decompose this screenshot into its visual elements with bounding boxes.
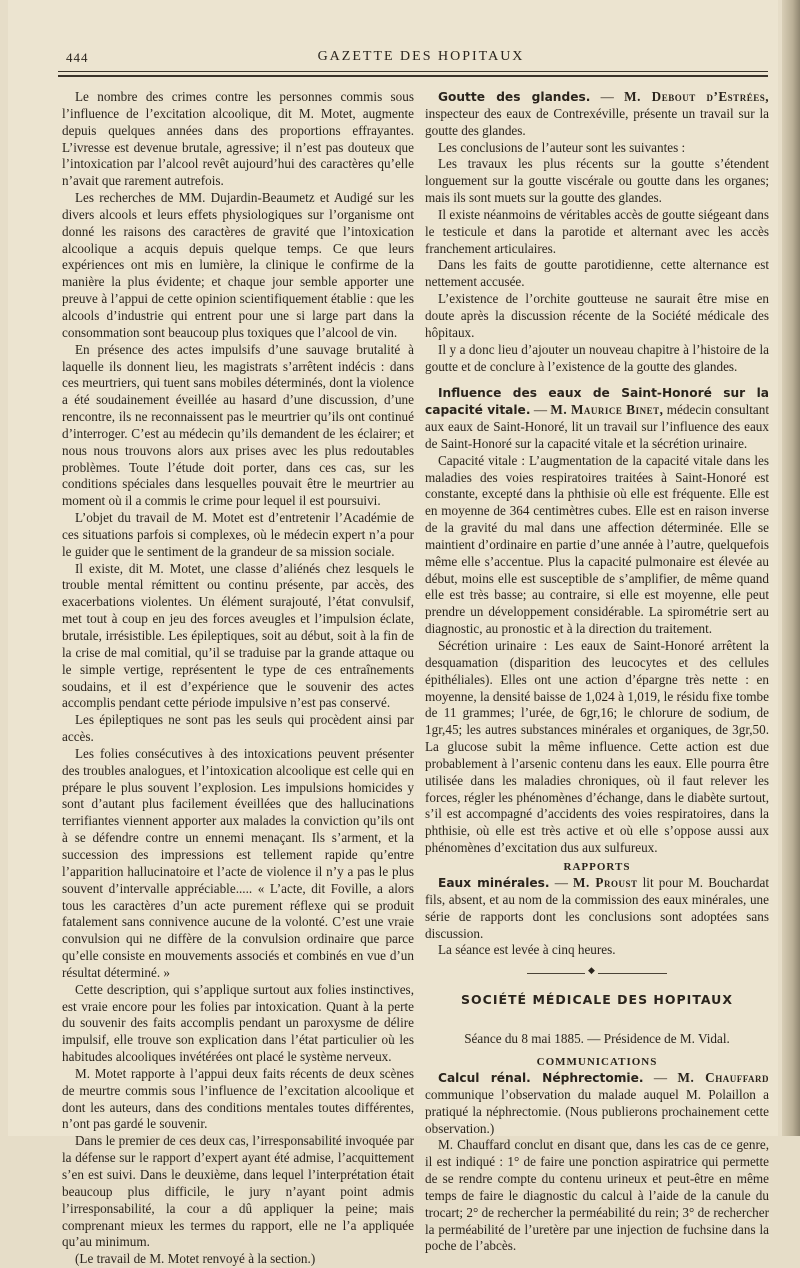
seance-line: Séance du 8 mai 1885. — Présidence de M. Vidal. — [464, 1031, 730, 1047]
paragraph: Il y a donc lieu d’ajouter un nouveau chapitre à l’histoire de la goutte et de conclure à l’existence de la goutte des glandes. — [425, 341, 769, 374]
paragraph: Capacité vitale : L’augmentation de la capacité vitale dans les maladies des voies respiratoires traitées à Saint-Honoré est constante, excepté dans la phthisie où elle est fréquente. Elle est en moyenne de 364 centimètres cubes. Elle est en raison inverse de la gravité du mal dans une affection déterminée. Elle se maintient d’ordinaire en partie d’une année à l’autre, quelquefois même elle s’accentue. Plus la capacité pulmonaire est élevée au début, moins elle est susceptible de s’amplifier, de même quand elle est très basse; au contraire, si elle est moyenne, elle peut prendre un développement considérable. La spirométrie sert au diagnostic, au pronostic et à la direction du traitement. — [425, 452, 769, 637]
paragraph: L’existence de l’orchite goutteuse ne saurait être mise en doute après la discussion récente de la Société médicale des hôpitaux. — [425, 291, 769, 340]
paragraph: Sécrétion urinaire : Les eaux de Saint-Honoré arrêtent la desquamation (disparition des leucocytes et des cellules épithéliales). Elles ont une action d’épargne très nette : en moyenne, la densité baisse de 1,024 à 1,019, le résidu fixe tombe de 11 grammes; l’urée, de 6gr,16; le chlorure de sodium, de 1gr,45; les autres substances minérales et organiques, de 3gr,50. La glucose subit la même influence. Cette action est due probablement à l’arsenic contenu dans les eaux. Elle pourra être utilisée dans les maladies chroniques, où il faut relever les forces, régler les phénomènes d’échange, dans le diabète surtout, s’il est accompagné d’accidents des voies respiratoires, dans la phthisie, où elle est très active et où elle s’oppose aussi aux phénomènes d’excitation dus aux sulfureux. — [425, 638, 769, 856]
saint-honore-heading: Influence des eaux de Saint-Honoré sur la capacité vitale. — [425, 386, 769, 418]
paragraph: Les épileptiques ne sont pas les seuls qui procèdent ainsi par accès. — [62, 712, 414, 745]
calcul-renal-intro: Calcul rénal. Néphrectomie. — M. Chauffard communique l’observation du malade auquel M. Polaillon a pratiqué la néphrectomie. (Nous publierons prochainement cette observation.) — [425, 1070, 770, 1136]
goutte-section-intro: Goutte des glandes. — M. Debout d’Estrées, inspecteur des eaux de Contrexéville, présente un travail sur la goutte des glandes. — [425, 89, 769, 138]
right-column — [425, 89, 769, 1255]
page-edge — [782, 0, 800, 1136]
paragraph: Dans les faits de goutte parotidienne, cette alternance est nettement accusée. — [425, 257, 769, 290]
goutte-heading: Goutte des glandes. — [438, 90, 591, 104]
paragraph: (Le travail de M. Motet renvoyé à la section.) — [75, 1251, 316, 1267]
calcul-renal-heading: Calcul rénal. Néphrectomie. — [438, 1071, 644, 1086]
header-rule-thick — [58, 75, 768, 77]
saint-honore-author: M. Maurice Binet, — [550, 402, 664, 418]
left-column — [62, 89, 414, 1268]
ornamental-divider — [527, 973, 667, 974]
paragraph: Il existe, dit M. Motet, une classe d’aliénés chez lesquels le trouble mental rémittent ou continu présente, par accès, des exacerbations violentes. Un élément surajouté, l’état convulsif, met tout à coup en jeu des forces aveugles et l’impulsion éclate, brutale, irrésistible. Les épileptiques, soit au début, soit à la fin de la crise de mal comitial, qu’il se traduise par la grande attaque ou le simple vertige, représentent le type de ces entraînements soudains, et il est d’expérience que le souvenir des actes accomplis pendant cette période impulsive n’est pas conservé. — [62, 560, 414, 711]
calcul-renal-author: M. Chauffard — [677, 1070, 770, 1086]
paragraph: L’objet du travail de M. Motet est d’entretenir l’Académie de ces situations parfois si complexes, où le médecin expert n’a pour le guider que le sentiment de la grandeur de sa mission sociale. — [62, 510, 414, 559]
goutte-author: M. Debout d’Estrées, — [624, 89, 769, 104]
society-title: SOCIÉTÉ MÉDICALE DES HOPITAUX — [461, 992, 733, 1008]
paragraph: Les conclusions de l’auteur sont les suivantes : — [438, 139, 686, 155]
page-number: 444 — [66, 50, 89, 65]
goutte-intro-text: inspecteur des eaux de Contrexéville, présente un travail sur la goutte des glandes. — [425, 105, 769, 138]
paragraph: Cette description, qui s’applique surtout aux folies instinctives, est vraie encore pour les folies par intoxication. Quant à la perte du souvenir des faits accomplis pendant un paroxysme de délire impulsif, elle trouve son explication dans l’état particulier où les habitudes alcooliques invétérées ont placé le système nerveux. — [62, 981, 414, 1065]
paragraph: Les recherches de MM. Dujardin-Beaumetz et Audigé sur les divers alcools et leurs effets physiologiques sur l’organisme ont donné les raisons des caractères de gravité que l’intoxication alcoolique a acquis depuis quelque temps. Ce que leurs expériences ont mis en lumière, la clinique le confirme de la manière la plus évidente; et chaque jour semble apporter une preuve à l’appui de cette opinion scientifiquement établie : que les alcools d’industrie qui entrent pour une si large part dans la consommation sont beaucoup plus toxiques que l’alcool de vin. — [62, 190, 414, 340]
closing-line: La séance est levée à cinq heures. — [438, 942, 616, 958]
paragraph: En présence des actes impulsifs d’une sauvage brutalité à laquelle ils donnent lieu, les magistrats s’arrêtent indécis : dans ces meurtriers, qui tuent sans mobiles déterminés, dont la violence a été soudainement éveillée au hasard d’une discussion, d’une rencontre, ils ne reconnaissent pas le meurtrier qu’ils ont continué d’interroger. C’est au médecin qu’ils demandent de les éclairer; et nous nous trouvons alors aux prises avec les plus redoutables problèmes. Toute l’étude doit porter, dans ces cas, sur les conditions spéciales dans lesquelles pouvait être le meurtrier au moment où il a commis le crime pour lequel il est poursuivi. — [62, 341, 414, 509]
paragraph: Les folies consécutives à des intoxications peuvent présenter des troubles analogues, et l’intoxication alcoolique est celle qui en prépare le plus souvent l’explosion. Les impulsions homicides y sont d’autant plus facilement éveillées que des hallucinations terrifiantes viennent apporter aux malades la conviction qu’ils ont à se défendre contre un ennemi menaçant. Ils s’arment, et la succession des impressions est tellement rapide qu’entre l’apparition hallucinatoire et l’acte de violence il n’y a pas le plus souvent d’intervalle appréciable..... « L’acte, dit Foville, a alors tous les caractères d’un acte purement réflexe qui se produit fatalement sans connivence aucune de la volonté. C’est une vraie convulsion qui ne diffère de la convulsion ordinaire que parce qu’elle consiste en mouvements associés et combinés en vue d’un résultat déterminé. » — [62, 745, 414, 980]
paragraph: Les travaux les plus récents sur la goutte s’étendent longuement sur la goutte viscérale ou goutte dans les organes; mais ils sont muets sur la goutte des glandes. — [425, 156, 769, 206]
paragraph: M. Motet rapporte à l’appui deux faits récents de deux scènes de meurtre commis sous l’influence de l’excitation alcoolique et dont les auteurs, dans des conditions mentales toutes différentes, n’ont pas gardé le souvenir. — [62, 1065, 414, 1132]
communications-title: COMMUNICATIONS — [536, 1056, 658, 1069]
eaux-minerales-heading: Eaux minérales. — [438, 875, 550, 890]
paragraph: M. Chauffard conclut en disant que, dans les cas de ce genre, il est indiqué : 1° de faire une ponction aspiratrice qui permette de se rendre compte du contenu urineux et peut-être en même temps de faire le diagnostic du calcul à l’aide de la canule du trocart; 2° de rechercher la perméabilité du rein; 3° de rechercher la perméabilité de l’uretère par une injection de fuchsine dans la poche de l’abcès. — [425, 1137, 769, 1254]
eaux-minerales-author: M. Proust — [573, 874, 638, 890]
page-header — [66, 46, 776, 68]
paragraph: Le nombre des crimes contre les personnes commis sous l’influence de l’excitation alcoolique, dit M. Motet, augmente depuis quelques années dans des proportions effrayantes. L’ivresse est devenue brutale, agressive; il n’est pas douteux que l’intoxication par l’alcool revêt aujourd’hui des caractères qu’elle n’avait que rarement autrefois. — [62, 89, 414, 189]
paragraph: Il existe néanmoins de véritables accès de goutte siégeant dans le testicule et dans la parotide et alternant avec les accès franchement articulaires. — [425, 206, 769, 256]
journal-title: GAZETTE DES HOPITAUX — [317, 49, 525, 64]
saint-honore-intro-text: médecin consultant aux eaux de Saint-Honoré, lit un travail sur l’influence des eaux de Saint-Honoré sur la capacité vitale et la sécrétion urinaire. — [425, 402, 770, 451]
paragraph: Dans le premier de ces deux cas, l’irresponsabilité invoquée par la défense sur le rapport d’expert ayant été admise, l’acquittement s’en est suivi. Dans le deuxième, dans lequel l’interprétation était beaucoup plus difficile, le jury n’ayant point admis l’irresponsabilité, la cour a dû appliquer la peine; mais comprenant mieux les termes du rapport, elle ne l’a appliquée qu’au minimum. — [62, 1133, 414, 1250]
eaux-minerales-text: lit pour M. Bouchardat fils, absent, et au nom de la commission des eaux minérales, une série de rapports dont les conclusions sont adoptées sans discussion. — [425, 874, 770, 941]
header-rule-thin — [58, 71, 768, 72]
calcul-renal-intro-text: communique l’observation du malade auquel M. Polaillon a pratiqué la néphrectomie. (Nous publierons prochainement cette observation.) — [425, 1086, 769, 1136]
rapports-title: RAPPORTS — [563, 860, 631, 873]
eaux-minerales-paragraph: Eaux minérales. — M. Proust lit pour M. Bouchardat fils, absent, et au nom de la commission des eaux minérales, une série de rapports dont les conclusions sont adoptées sans discussion. — [425, 874, 770, 941]
saint-honore-section-intro: Influence des eaux de Saint-Honoré sur la capacité vitale. — M. Maurice Binet, médecin consultant aux eaux de Saint-Honoré, lit un travail sur l’influence des eaux de Saint-Honoré sur la capacité vitale et la sécrétion urinaire. — [425, 386, 770, 451]
